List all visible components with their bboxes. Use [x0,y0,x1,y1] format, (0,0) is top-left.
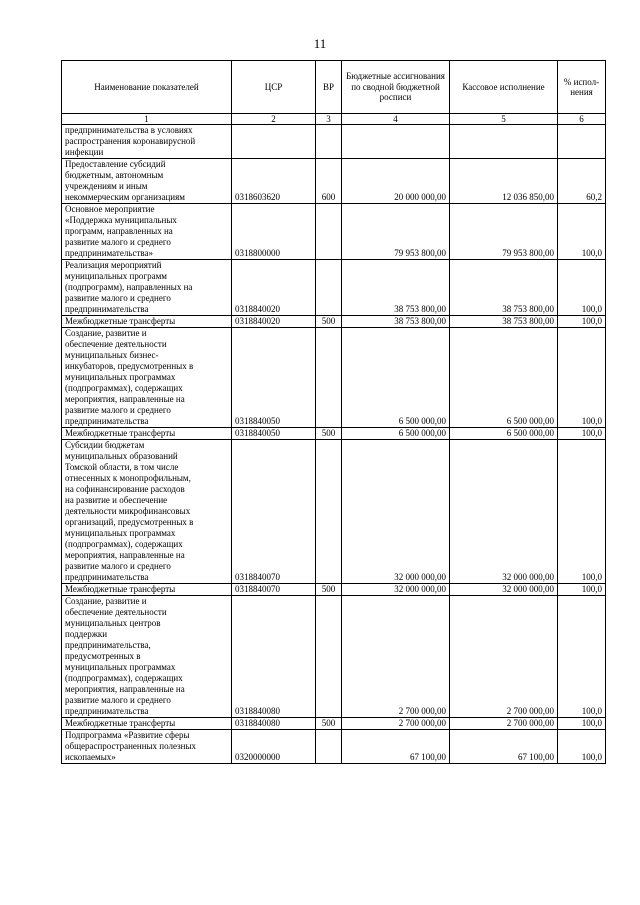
table-row [62,328,606,428]
header-csr: ЦСР [232,61,316,114]
table-row [62,596,606,718]
row-cash-cell: 67 100,00 [450,730,558,764]
table-row [62,260,606,316]
table-header-row [62,61,606,114]
row-pct-cell: 100,0 [558,328,606,428]
row-csr-cell: 0318840020 [232,260,316,316]
row-name-cell: Создание, развитие и обеспечение деятельности муниципальных центров поддержки предпринимательства, предусмотренных в муниципальных программах (подпрограммах), содержащих мероприятия, направленные на развитие малого и среднего предпринимательства [62,596,232,718]
row-vr-cell [316,125,342,159]
row-name-cell: Субсидии бюджетам муниципальных образований Томской области, в том числе отнесенных к монопрофильным, на софинансирование расходов на развитие и обеспечение деятельности микрофинансовых организаций, предусмотренных в муниципальных программах (подпрограммах), содержащих мероприятия, направленные на развитие малого и среднего предпринимательства [62,440,232,584]
row-csr-cell: 0318840070 [232,584,316,596]
row-cash-cell: 32 000 000,00 [450,584,558,596]
table-row [62,428,606,440]
row-name-cell: Межбюджетные трансферты [62,316,232,328]
table-row [62,718,606,730]
table-row [62,440,606,584]
row-csr-cell: 0318840050 [232,328,316,428]
row-budget-cell: 67 100,00 [342,730,450,764]
row-budget-cell: 2 700 000,00 [342,718,450,730]
table-row [62,316,606,328]
row-csr-cell: 0318603620 [232,159,316,204]
row-pct-cell [558,125,606,159]
row-csr-cell: 0318840080 [232,596,316,718]
header-pct: % испол-нения [558,61,606,114]
row-pct-cell: 60,2 [558,159,606,204]
row-budget-cell: 32 000 000,00 [342,440,450,584]
row-vr-cell [316,328,342,428]
header-vr: ВР [316,61,342,114]
row-csr-cell: 0318800000 [232,204,316,260]
row-pct-cell: 100,0 [558,260,606,316]
row-budget-cell: 2 700 000,00 [342,596,450,718]
budget-execution-table [61,60,606,764]
row-cash-cell: 79 953 800,00 [450,204,558,260]
row-vr-cell: 500 [316,718,342,730]
row-name-cell: предпринимательства в условиях распространения коронавирусной инфекции [62,125,232,159]
row-pct-cell: 100,0 [558,718,606,730]
row-name-cell: Межбюджетные трансферты [62,718,232,730]
column-number: 6 [558,114,606,125]
row-cash-cell [450,125,558,159]
row-name-cell: Межбюджетные трансферты [62,428,232,440]
row-name-cell: Межбюджетные трансферты [62,584,232,596]
table-row [62,125,606,159]
row-cash-cell: 12 036 850,00 [450,159,558,204]
row-cash-cell: 38 753 800,00 [450,260,558,316]
table-row [62,204,606,260]
column-number-row [62,114,606,125]
row-pct-cell: 100,0 [558,584,606,596]
row-vr-cell [316,440,342,584]
row-name-cell: Предоставление субсидий бюджетным, автономным учреждениям и иным некоммерческим организациям [62,159,232,204]
row-budget-cell: 38 753 800,00 [342,316,450,328]
row-pct-cell: 100,0 [558,730,606,764]
row-name-cell: Основное мероприятие «Поддержка муниципальных программ, направленных на развитие малого и среднего предпринимательства» [62,204,232,260]
column-number: 5 [450,114,558,125]
row-budget-cell: 6 500 000,00 [342,328,450,428]
row-cash-cell: 2 700 000,00 [450,596,558,718]
row-budget-cell: 6 500 000,00 [342,428,450,440]
column-number: 1 [62,114,232,125]
row-csr-cell: 0320000000 [232,730,316,764]
row-vr-cell: 600 [316,159,342,204]
row-pct-cell: 100,0 [558,428,606,440]
row-budget-cell [342,125,450,159]
column-number: 4 [342,114,450,125]
row-budget-cell: 38 753 800,00 [342,260,450,316]
row-budget-cell: 20 000 000,00 [342,159,450,204]
header-cash: Кассовое исполнение [450,61,558,114]
column-number: 3 [316,114,342,125]
row-vr-cell: 500 [316,584,342,596]
row-budget-cell: 32 000 000,00 [342,584,450,596]
table-row [62,584,606,596]
header-budget: Бюджетные ассигнования по сводной бюджетной росписи [342,61,450,114]
row-cash-cell: 2 700 000,00 [450,718,558,730]
row-vr-cell [316,596,342,718]
row-vr-cell: 500 [316,428,342,440]
row-vr-cell: 500 [316,316,342,328]
row-vr-cell [316,204,342,260]
row-pct-cell: 100,0 [558,204,606,260]
row-name-cell: Создание, развитие и обеспечение деятельности муниципальных бизнес- инкубаторов, предусмотренных в муниципальных программах (подпрограммах), содержащих мероприятия, направленные на развитие малого и среднего предпринимательства [62,328,232,428]
row-cash-cell: 32 000 000,00 [450,440,558,584]
row-csr-cell: 0318840020 [232,316,316,328]
row-cash-cell: 6 500 000,00 [450,328,558,428]
row-csr-cell [232,125,316,159]
row-cash-cell: 38 753 800,00 [450,316,558,328]
row-pct-cell: 100,0 [558,440,606,584]
page-number: 11 [313,36,327,51]
table-row [62,730,606,764]
row-csr-cell: 0318840070 [232,440,316,584]
row-name-cell: Подпрограмма «Развитие сферы общераспространенных полезных ископаемых» [62,730,232,764]
row-vr-cell [316,730,342,764]
row-pct-cell: 100,0 [558,596,606,718]
row-pct-cell: 100,0 [558,316,606,328]
header-name: Наименование показателей [62,61,232,114]
row-name-cell: Реализация мероприятий муниципальных программ (подпрограмм), направленных на развитие малого и среднего предпринимательства [62,260,232,316]
row-csr-cell: 0318840080 [232,718,316,730]
row-budget-cell: 79 953 800,00 [342,204,450,260]
column-number: 2 [232,114,316,125]
row-cash-cell: 6 500 000,00 [450,428,558,440]
row-vr-cell [316,260,342,316]
row-csr-cell: 0318840050 [232,428,316,440]
table-row [62,159,606,204]
